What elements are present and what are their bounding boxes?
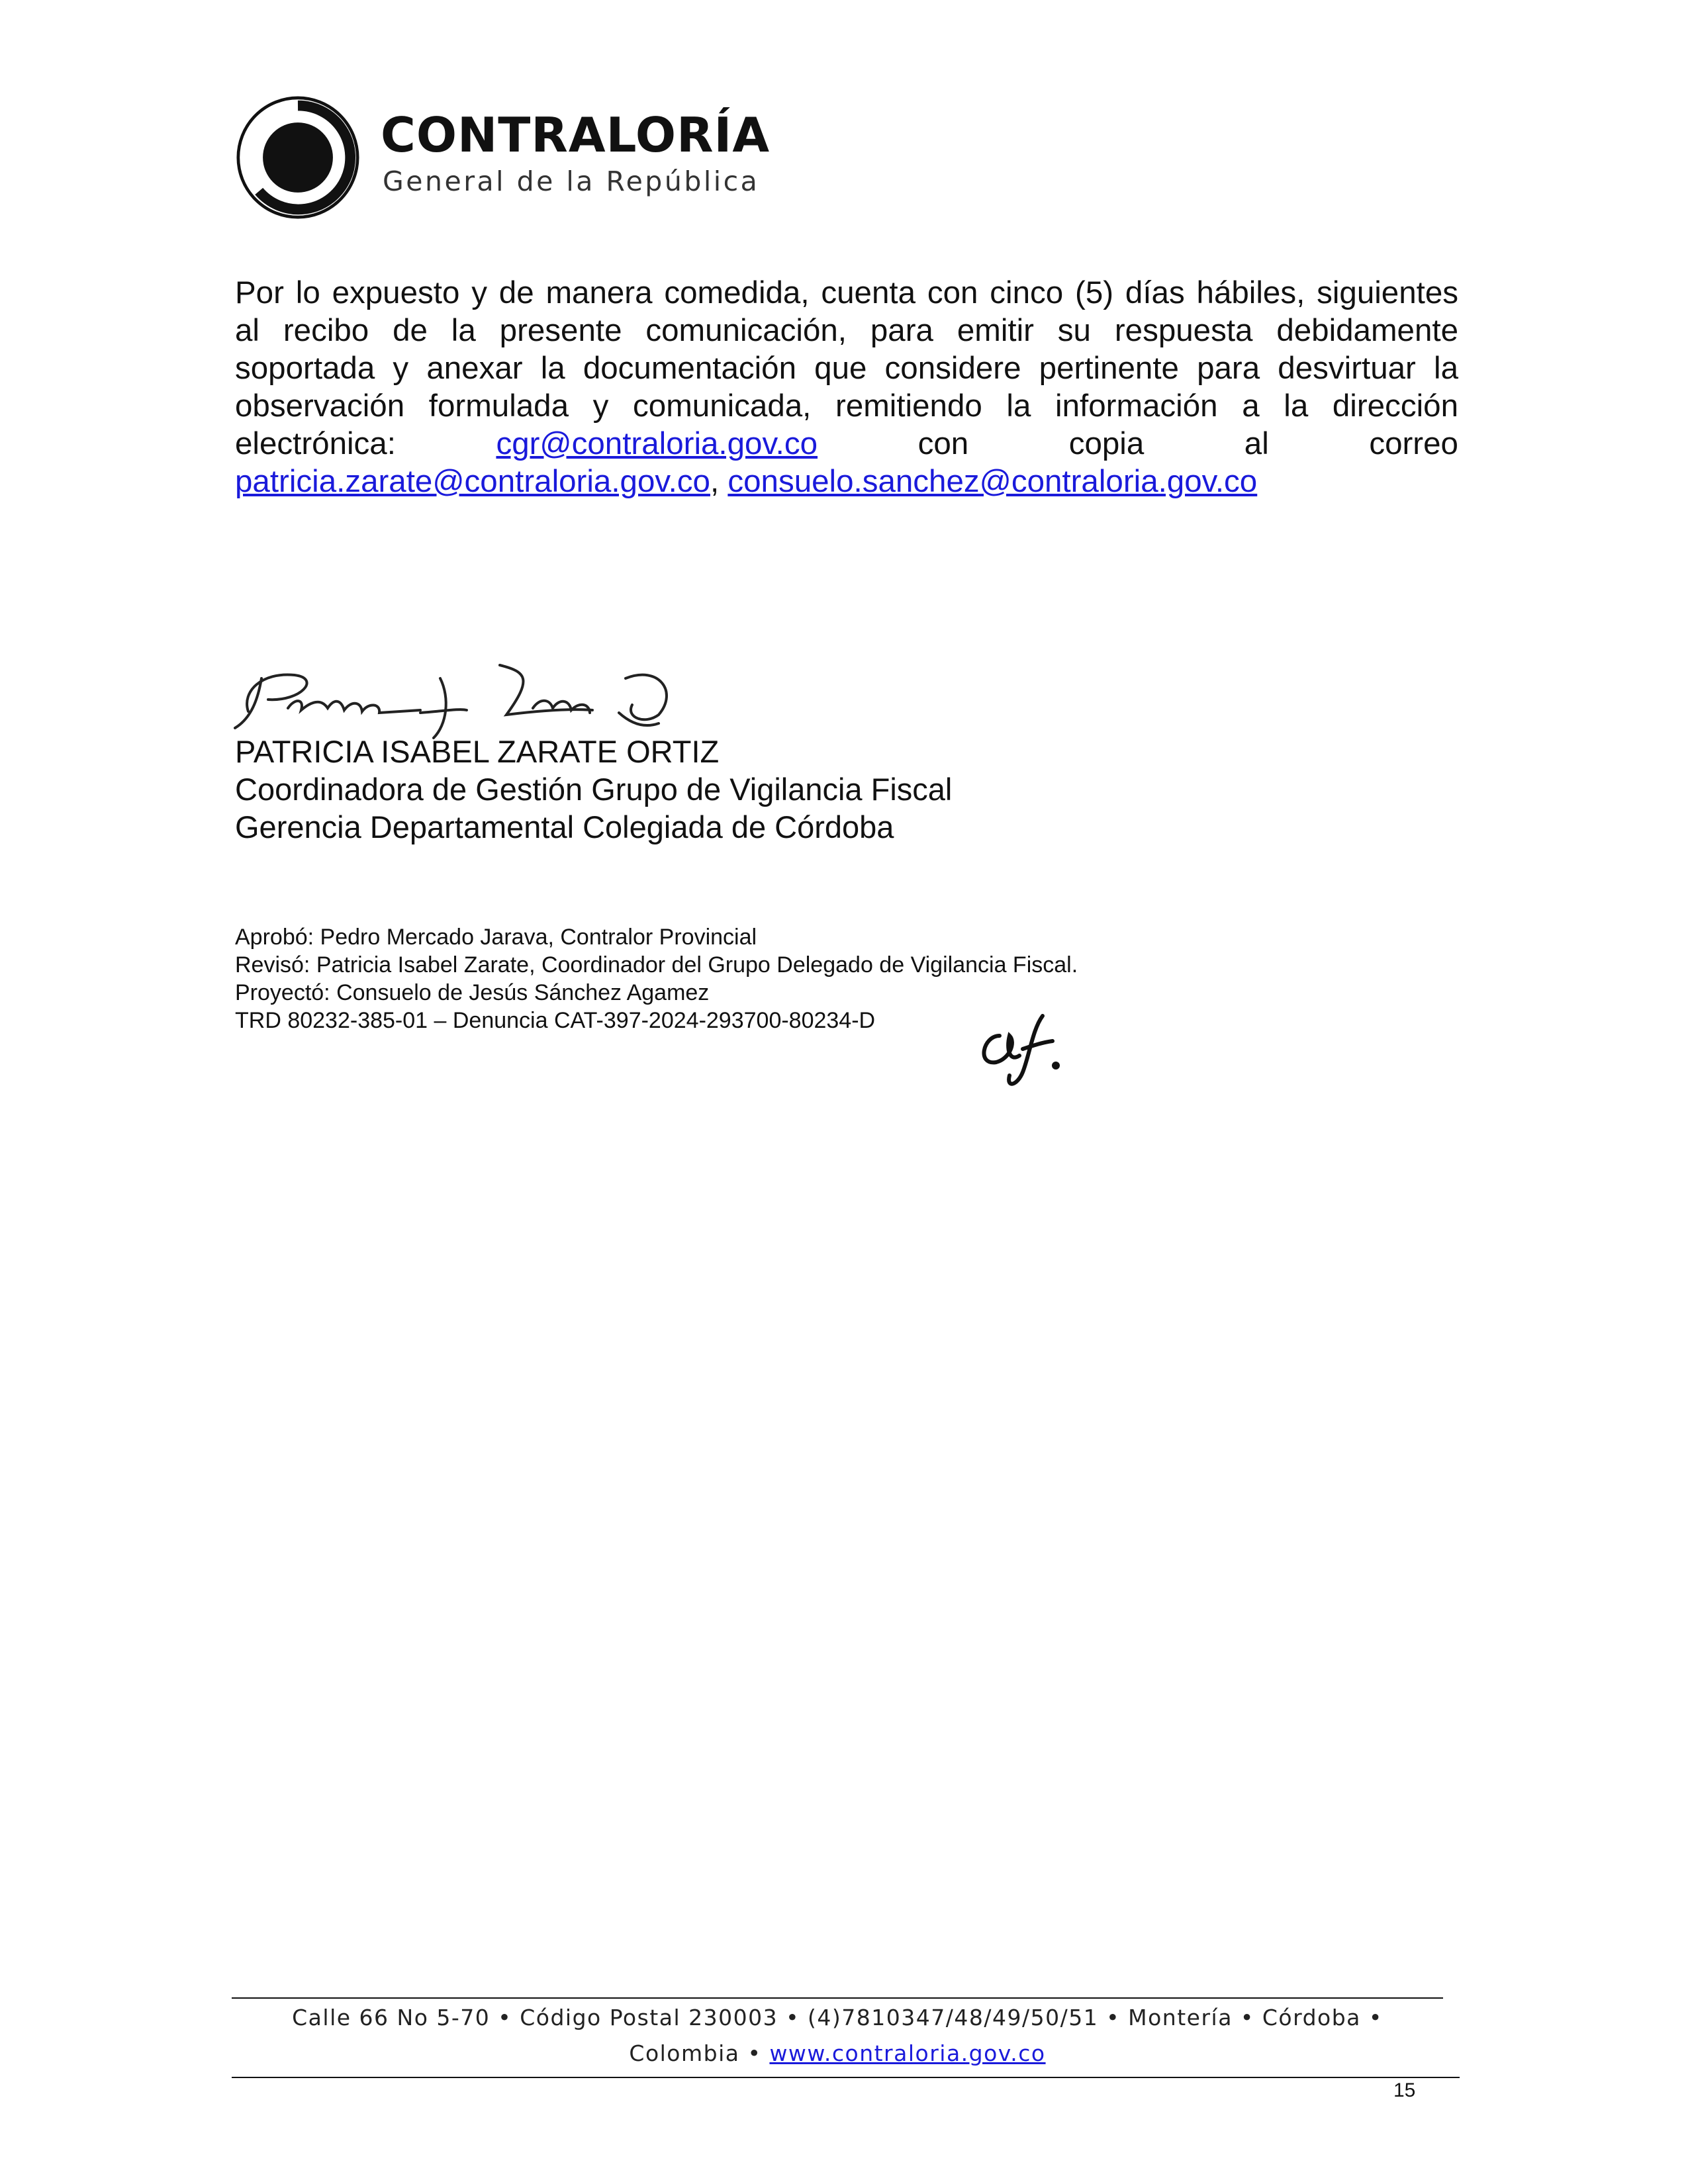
initials-icon <box>970 1003 1069 1102</box>
org-name: CONTRALORÍA <box>381 107 771 163</box>
signatory-office: Gerencia Departamental Colegiada de Córdoba <box>235 809 894 844</box>
body-line-2: al recibo de la presente comunicación, para emitir su respuesta debidamente <box>235 313 1458 348</box>
body-line-5-word-copia: copia <box>1068 426 1145 461</box>
body-line-6 <box>235 463 1458 500</box>
cgr-email-link[interactable]: cgr@contraloria.gov.co <box>496 426 818 461</box>
consuelo-email-link[interactable]: consuelo.sanchez@contraloria.gov.co <box>727 464 1258 499</box>
signatory-title: Coordinadora de Gestión Grupo de Vigilancia Fiscal <box>235 772 953 807</box>
footer-country-line <box>232 2038 1443 2069</box>
body-line-5-word-correo: correo <box>1369 426 1458 461</box>
footer-top-rule <box>232 1997 1443 1999</box>
body-line-4: observación formulada y comunicada, remitiendo la información a la dirección <box>235 388 1458 424</box>
footer-website-link[interactable]: www.contraloria.gov.co <box>769 2040 1046 2066</box>
page-number: 15 <box>1393 2079 1416 2101</box>
body-line-1: Por lo expuesto y de manera comedida, cuenta con cinco (5) días hábiles, siguientes <box>235 275 1458 310</box>
body-line-5-word-con: con <box>917 426 969 461</box>
body-line-5-prefix: electrónica: <box>235 426 396 461</box>
body-line-5-word-al: al <box>1244 426 1269 461</box>
signature-icon <box>222 652 698 745</box>
email-separator: , <box>710 464 720 499</box>
signatory-name: PATRICIA ISABEL ZARATE ORTIZ <box>235 734 720 769</box>
credit-trd: TRD 80232-385-01 – Denuncia CAT-397-2024-293700-80234-D <box>235 1008 876 1033</box>
credit-approved: Aprobó: Pedro Mercado Jarava, Contralor Provincial <box>235 925 757 950</box>
footer-bottom-rule <box>232 2077 1460 2078</box>
footer-country: Colombia • <box>629 2040 762 2066</box>
org-subtitle: General de la República <box>383 165 760 197</box>
contraloria-logo-icon <box>233 93 363 222</box>
body-line-3: soportada y anexar la documentación que considere pertinente para desvirtuar la <box>235 351 1458 386</box>
credit-projected: Proyectó: Consuelo de Jesús Sánchez Agamez <box>235 980 710 1005</box>
body-line-5 <box>235 426 1458 463</box>
footer-address: Calle 66 No 5-70 • Código Postal 230003 • (4)7810347/48/49/50/51 • Montería • Córdoba • <box>292 2005 1383 2030</box>
patricia-email-link[interactable]: patricia.zarate@contraloria.gov.co <box>235 464 710 499</box>
credit-reviewed: Revisó: Patricia Isabel Zarate, Coordinador del Grupo Delegado de Vigilancia Fiscal. <box>235 952 1078 978</box>
